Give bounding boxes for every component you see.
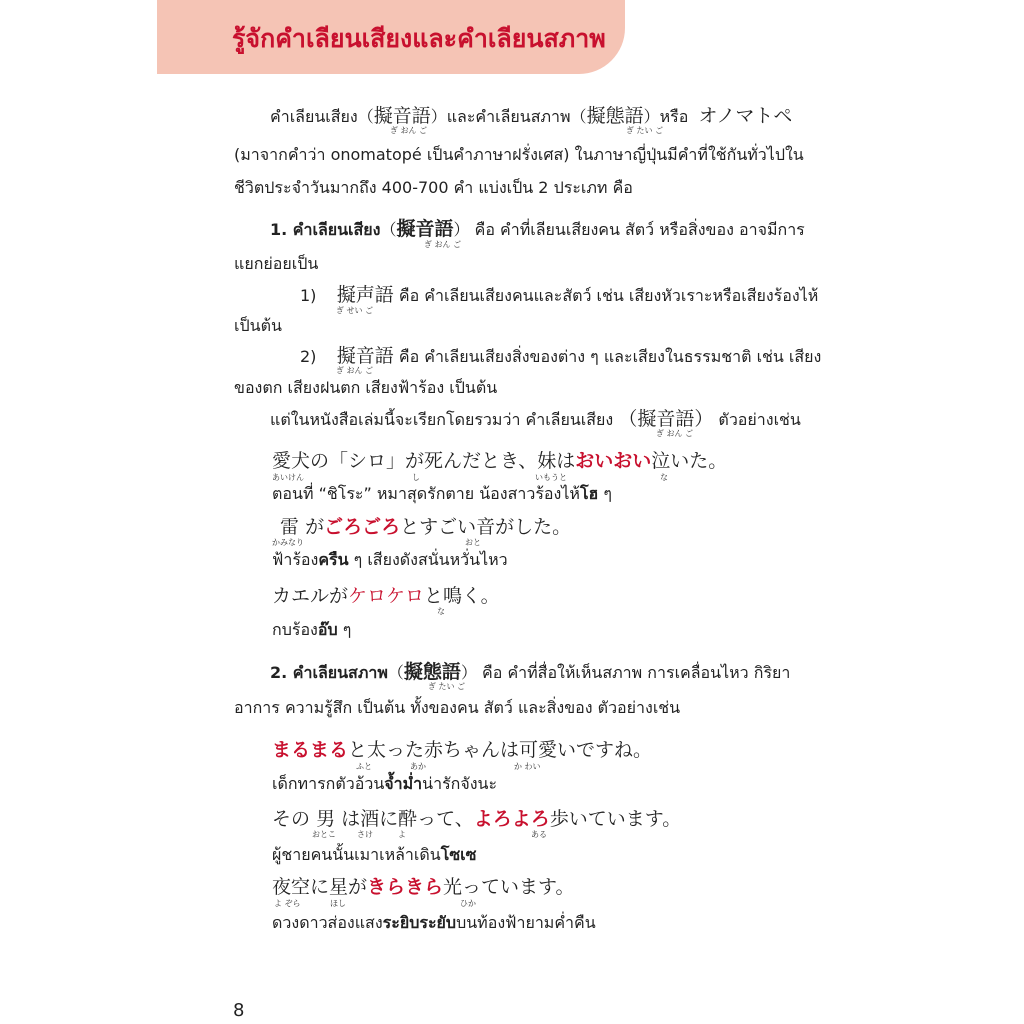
paren: （ — [380, 220, 397, 239]
tr-highlight: ระยิบระยับ — [382, 913, 457, 932]
furigana: な — [660, 473, 668, 482]
ex-jp-part: 男 — [316, 808, 336, 830]
tr-part: ฟ้าร้อง — [272, 550, 319, 569]
section1-line-2: แยกย่อยเป็น — [234, 254, 319, 273]
example-translation — [272, 484, 612, 504]
section1-heading — [270, 219, 805, 240]
intro-line-3: ชีวิตประจำวันมากถึง 400-700 คำ แบ่งเป็น 2 ประเภท คือ — [234, 178, 633, 197]
section1-title: 1. คำเลียนเสียง — [270, 220, 381, 239]
ex-jp-part: と太った赤ちゃんは可愛いですね。 — [348, 739, 653, 761]
section1-definition: คือ คำที่เลียนเสียงคน สัตว์ หรือสิ่งของ อาจมีการ — [474, 220, 805, 239]
sub2-line-2: ของตก เสียงฝนตก เสียงฟ้าร้อง เป็นต้น — [234, 378, 498, 397]
intro-text-3: ）หรือ — [643, 107, 689, 126]
furigana: おと — [465, 538, 481, 547]
page-number: 8 — [233, 1000, 245, 1021]
example-translation — [272, 620, 351, 640]
example-translation — [272, 550, 508, 570]
tr-part: ๆ — [337, 620, 352, 639]
sub1-number: 1) — [300, 286, 317, 305]
section1-jp: 擬音語 — [396, 218, 454, 240]
furigana: おとこ — [312, 830, 336, 839]
note-text-2: ตัวอย่างเช่น — [718, 410, 801, 429]
furigana: よ — [398, 830, 406, 839]
tr-part: ๆ — [598, 484, 612, 503]
section2-jp: 擬態語 — [403, 661, 461, 683]
section2-line-2: อาการ ความรู้สึก เป็นต้น ทั้งของคน สัตว์ และสิ่งของ ตัวอย่างเช่น — [234, 698, 681, 717]
ex-jp-part: その — [272, 808, 311, 830]
furigana: ぎ おん ご — [336, 366, 374, 375]
furigana: ぎ おん ご — [424, 240, 462, 249]
section2-definition: คือ คำที่สื่อให้เห็นสภาพ การเคลื่อนไหว กิริยา — [482, 663, 791, 682]
example-sentence — [272, 451, 727, 471]
tr-part: น่ารักจังนะ — [422, 774, 498, 793]
example-translation — [272, 845, 477, 865]
sub2-text: คือ คำเลียนเสียงสิ่งของต่าง ๆ และเสียงในธรรมชาติ เช่น เสียง — [398, 347, 822, 366]
furigana: あか — [410, 762, 426, 771]
onomatopoeia-highlight: まるまる — [272, 739, 349, 761]
example-translation — [272, 913, 596, 933]
sub2-number: 2) — [300, 347, 317, 366]
sub2-line — [300, 346, 821, 367]
furigana: し — [412, 473, 420, 482]
ex-jp-part: と鳴く。 — [424, 585, 500, 607]
furigana: ぎ たい ご — [428, 682, 466, 691]
intro-line-1 — [270, 106, 792, 127]
ex-jp-part: は — [556, 450, 576, 472]
paren: （ — [387, 663, 404, 682]
page-title: รู้จักคำเลียนเสียงและคำเลียนสภาพ — [232, 24, 606, 53]
intro-line-2: (มาจากคำว่า onomatopé เป็นคำภาษาฝรั่งเศส) ในภาษาญี่ปุ่นมีคำที่ใช้กันทั่วไปใน — [234, 145, 804, 164]
ex-jp-part: とすごい音がした。 — [400, 516, 572, 538]
furigana: ぎ たい ご — [626, 126, 664, 135]
section1-note — [270, 409, 801, 430]
sub1-line — [300, 285, 818, 306]
example-sentence — [272, 877, 575, 897]
example-sentence — [272, 586, 500, 606]
tr-highlight: โฮ — [579, 484, 599, 503]
paren: ） — [460, 663, 477, 682]
sub1-text: คือ คำเลียนเสียงคนและสัตว์ เช่น เสียงหัวเราะหรือเสียงร้องไห้ — [398, 286, 819, 305]
onomatopoeia-highlight: ケロケロ — [348, 585, 425, 607]
intro-jp-1: 擬音語 — [373, 105, 431, 127]
note-text-1: แต่ในหนังสือเล่มนี้จะเรียกโดยรวมว่า คำเลียนเสียง — [270, 410, 614, 429]
tr-highlight: โซเซ — [440, 845, 477, 864]
paren: ） — [453, 220, 470, 239]
furigana: ほし — [330, 899, 346, 908]
furigana: いもうと — [535, 473, 567, 482]
furigana: ある — [531, 830, 547, 839]
example-sentence — [280, 517, 571, 537]
tr-part: ๆ เสียงดังสนั่นหวั่นไหว — [348, 550, 508, 569]
tr-part: ตอนที่ “ชิโระ” หมาสุดรักตาย น้องสาวร้องไห้ — [272, 484, 580, 503]
ex-jp-part: 愛犬の「シロ」が死んだとき、 — [272, 450, 538, 472]
example-sentence — [272, 740, 652, 760]
ex-jp-part: 泣いた。 — [651, 450, 728, 472]
furigana: ぎ おん ご — [390, 126, 428, 135]
furigana: かみなり — [272, 538, 304, 547]
furigana: ぎ せい ご — [336, 306, 374, 315]
sub1-line-2: เป็นต้น — [234, 316, 282, 335]
ex-jp-part: は酒に酔って、 — [341, 808, 474, 830]
onomatopoeia-highlight: よろよろ — [473, 808, 550, 830]
example-translation — [272, 774, 497, 794]
ex-jp-part: 夜空に星が — [272, 876, 368, 898]
intro-jp-2: 擬態語 — [586, 105, 644, 127]
onomatopoeia-highlight: おいおい — [575, 450, 652, 472]
tr-part: บนท้องฟ้ายามค่ำคืน — [456, 913, 596, 932]
note-jp: （擬音語） — [618, 408, 714, 430]
ex-jp-part: カエルが — [272, 585, 349, 607]
sub1-jp: 擬声語 — [336, 284, 394, 306]
furigana: さけ — [357, 830, 373, 839]
furigana: ひか — [460, 899, 476, 908]
furigana: ぎ おん ご — [656, 429, 694, 438]
furigana: あいけん — [272, 473, 304, 482]
furigana: よ ぞら — [274, 899, 301, 908]
intro-jp-3: オノマトペ — [698, 105, 793, 127]
onomatopoeia-highlight: ごろごろ — [324, 516, 401, 538]
ex-jp-part: が — [305, 516, 325, 538]
furigana: な — [437, 607, 445, 616]
tr-part: ดวงดาวส่องแสง — [272, 913, 383, 932]
sub2-jp: 擬音語 — [336, 345, 394, 367]
ex-jp-part: 光っています。 — [443, 876, 575, 898]
ex-jp-part: 雷 — [280, 516, 300, 538]
tr-part: กบร้อง — [272, 620, 318, 639]
tr-highlight: อ๊บ — [317, 620, 338, 639]
furigana: か わい — [514, 762, 541, 771]
tr-part: ผู้ชายคนนั้นเมาเหล้าเดิน — [272, 845, 441, 864]
section2-heading — [270, 662, 790, 683]
section2-title: 2. คำเลียนสภาพ — [270, 663, 388, 682]
ex-jp-part: 妹 — [537, 450, 557, 472]
tr-part: เด็กทารกตัวอ้วน — [272, 774, 385, 793]
intro-text-1: คำเลียนเสียง（ — [270, 107, 374, 126]
tr-highlight: ครืน — [318, 550, 349, 569]
example-sentence — [272, 809, 681, 829]
intro-text-2: ）และคำเลียนสภาพ（ — [430, 107, 587, 126]
tr-highlight: จ้ำม่ำ — [384, 774, 423, 793]
furigana: ふと — [356, 762, 372, 771]
ex-jp-part: 歩いています。 — [549, 808, 682, 830]
onomatopoeia-highlight: きらきら — [367, 876, 444, 898]
